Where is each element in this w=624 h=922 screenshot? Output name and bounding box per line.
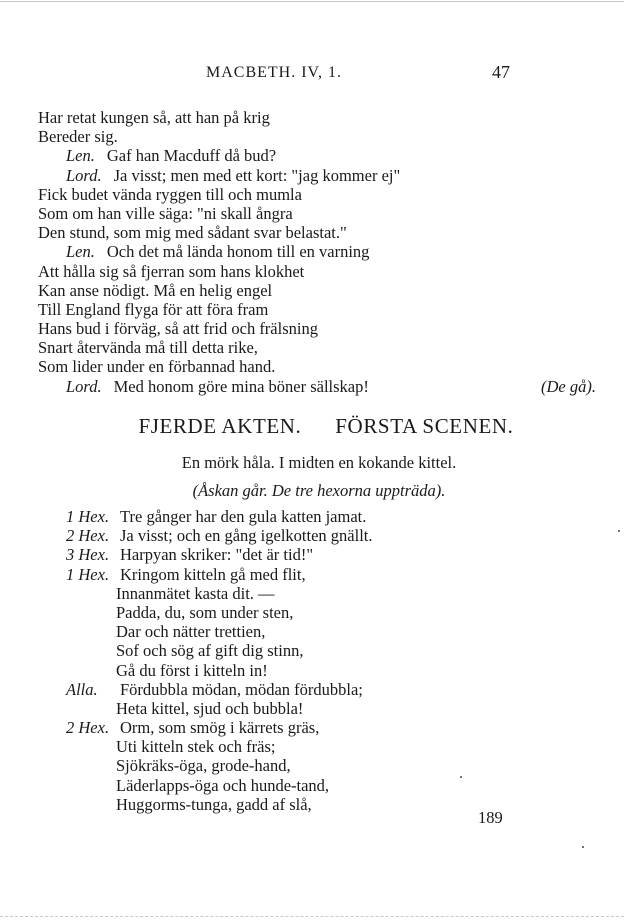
line-text: Bereder sig. xyxy=(38,127,118,147)
witches-dialogue xyxy=(66,507,586,814)
line-text: Dar och nätter trettien, xyxy=(116,622,266,642)
bottom-edge-line xyxy=(0,916,624,918)
line-text: Sjökräks-öga, grode-hand, xyxy=(116,756,291,776)
speaker-name: 1 Hex. xyxy=(66,507,110,526)
speaker-name: 2 Hex. xyxy=(66,718,110,738)
speaker-name: Alla. xyxy=(66,679,98,699)
verse-line xyxy=(66,622,586,641)
line-text: Att hålla sig så fjerran som hans klokhet xyxy=(38,261,305,281)
running-title: MACBETH. IV, 1. xyxy=(206,64,343,81)
verse-line xyxy=(66,699,586,718)
line-text: Uti kitteln stek och fräs; xyxy=(116,737,276,757)
line-text: Kringom kitteln gå med flit, xyxy=(120,564,306,584)
text-line xyxy=(38,166,598,185)
line-text: Innanmätet kasta dit. — xyxy=(116,583,275,603)
dialogue-block xyxy=(38,108,598,396)
line-text: Heta kittel, sjud och bubbla! xyxy=(116,698,304,718)
verse-line xyxy=(66,680,586,699)
text-line xyxy=(38,377,598,396)
verse-line xyxy=(66,584,586,603)
top-edge-line xyxy=(0,1,624,2)
text-line xyxy=(38,204,598,223)
text-line xyxy=(38,146,598,165)
speck-mark xyxy=(582,846,584,848)
speaker-name: Lord. xyxy=(66,376,102,396)
line-text: Hans bud i förväg, så att frid och frälsning xyxy=(38,319,318,339)
speaker-name: Len. xyxy=(66,242,95,262)
act-title: FJERDE AKTEN. xyxy=(138,414,302,438)
speck-mark xyxy=(618,530,620,532)
speaker-name: Len. xyxy=(66,146,95,166)
line-text: Tre gånger har den gula katten jamat. xyxy=(120,507,367,526)
scene-title: FÖRSTA SCENEN. xyxy=(335,414,514,438)
verse-line xyxy=(66,565,586,584)
line-text: Och det må lända honom till en varning xyxy=(106,242,370,262)
text-line xyxy=(38,185,598,204)
text-line xyxy=(38,281,598,300)
text-line xyxy=(38,262,598,281)
text-line xyxy=(38,108,598,127)
line-text: Ja visst; och en gång igelkotten gnällt. xyxy=(120,526,373,546)
speaker-name: 1 Hex. xyxy=(66,564,110,584)
line-text: Harpyan skriker: "det är tid!" xyxy=(120,545,314,565)
verse-line xyxy=(66,641,586,660)
verse-line xyxy=(66,795,586,814)
exit-stage-direction: (De gå). xyxy=(541,376,596,396)
line-text: Gå du först i kitteln in! xyxy=(116,660,268,680)
line-text: Ja visst; men med ett kort: "jag kommer ej" xyxy=(113,165,401,185)
line-text: Till England flyga för att föra fram xyxy=(38,299,269,319)
verse-line xyxy=(66,603,586,622)
text-line xyxy=(38,242,598,261)
line-text: Orm, som smög i kärrets gräs, xyxy=(120,718,320,738)
folio-number: 189 xyxy=(478,808,503,827)
line-text: Sof och sög af gift dig stinn, xyxy=(116,641,304,661)
line-text: Fick budet vända ryggen till och mumla xyxy=(38,184,302,204)
verse-line xyxy=(66,526,586,545)
speaker-name: 3 Hex. xyxy=(66,545,110,565)
text-line xyxy=(38,319,598,338)
line-text: Den stund, som mig med sådant svar belastat." xyxy=(38,223,347,243)
act-scene-heading xyxy=(0,414,624,439)
verse-line xyxy=(66,776,586,795)
text-line xyxy=(38,300,598,319)
speck-mark xyxy=(460,776,462,778)
speaker-name: 2 Hex. xyxy=(66,526,110,546)
verse-line xyxy=(66,756,586,775)
line-text: Läderlapps-öga och hunde-tand, xyxy=(116,775,330,795)
line-text: Fördubbla mödan, mödan fördubbla; xyxy=(120,679,363,699)
text-line xyxy=(38,357,598,376)
line-text: Huggorms-tunga, gadd af slå, xyxy=(116,794,312,814)
line-text: Har retat kungen så, att han på krig xyxy=(38,108,270,127)
verse-line xyxy=(66,661,586,680)
line-text: Med honom göre mina böner sällskap! xyxy=(113,376,369,396)
line-text: Som lider under en förbannad hand. xyxy=(38,357,276,377)
line-text: Snart återvända må till detta rike, xyxy=(38,338,258,358)
page-number: 47 xyxy=(492,62,510,82)
verse-line xyxy=(66,545,586,564)
verse-line xyxy=(66,507,586,526)
line-text: Kan anse nödigt. Må en helig engel xyxy=(38,280,273,300)
verse-line xyxy=(66,737,586,756)
line-text: Som om han ville säga: "ni skall ångra xyxy=(38,203,293,223)
page-header xyxy=(0,62,624,84)
text-line xyxy=(38,127,598,146)
speaker-name: Lord. xyxy=(66,165,102,185)
line-text: Gaf han Macduff då bud? xyxy=(106,146,277,166)
scene-setting: En mörk håla. I midten en kokande kittel. xyxy=(181,453,457,472)
verse-line xyxy=(66,718,586,737)
line-text: Padda, du, som under sten, xyxy=(116,602,294,622)
text-line xyxy=(38,338,598,357)
text-line xyxy=(38,223,598,242)
stage-direction: (Åskan går. De tre hexorna uppträda). xyxy=(192,481,446,500)
